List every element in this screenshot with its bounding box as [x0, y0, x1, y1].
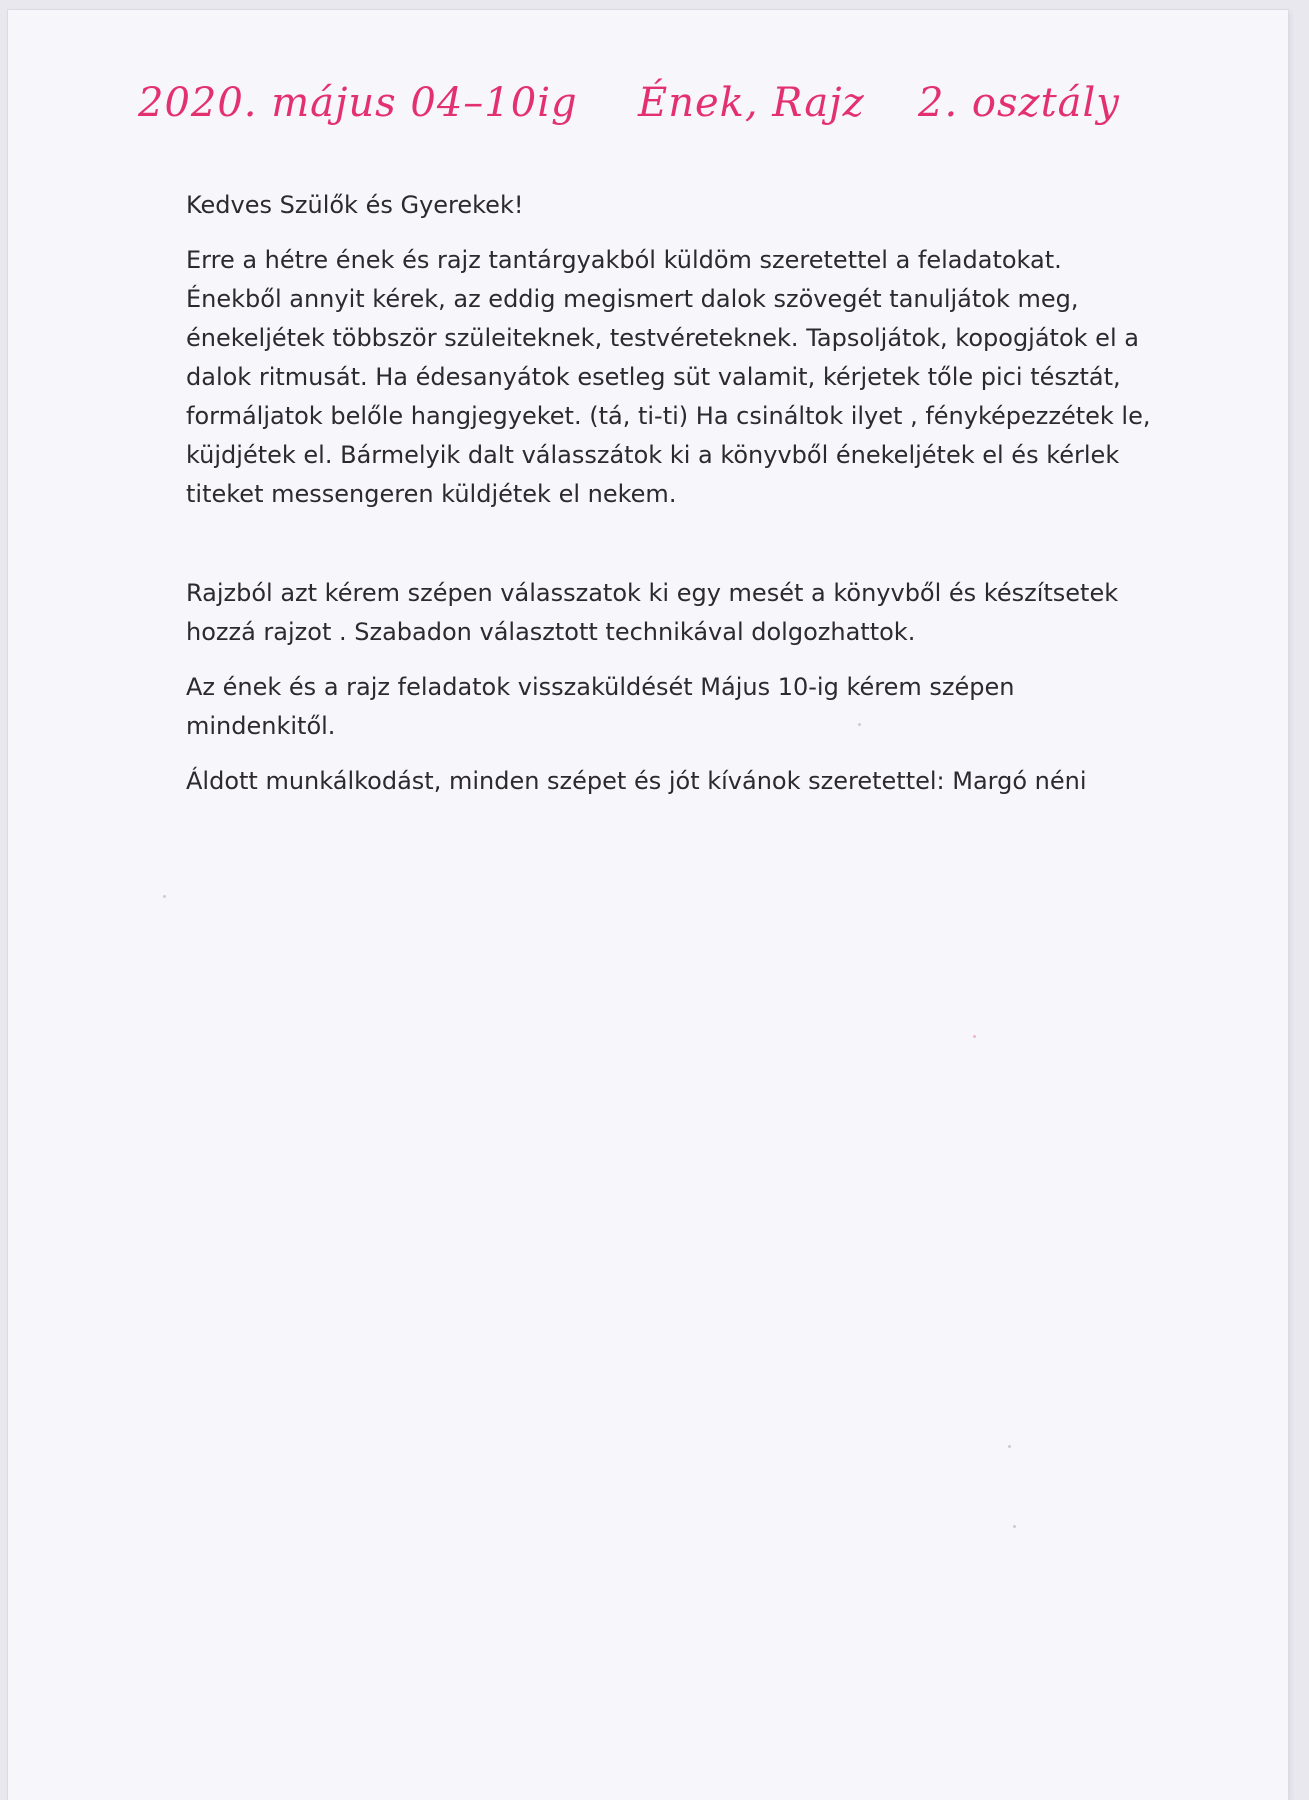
paper-speck: [973, 1035, 976, 1038]
handwritten-subject: Ének, Rajz: [638, 80, 865, 126]
paper-speck: [163, 895, 166, 898]
paper-speck: [858, 723, 861, 726]
letter-paragraph-singing: Erre a hétre ének és rajz tantárgyakból küldöm szeretettel a feladatokat. Énekből annyit kérek, az eddig megismert dalok szövegét tanuljátok meg, énekeljétek többször szüleiteknek, testvéreteknek. Tapsoljátok, kopogjátok el a dalok ritmusát. Ha édesanyátok esetleg süt valamit, kérjetek tőle pici tésztát, formáljatok belőle hangjegyeket. (tá, ti-ti) Ha csináltok ilyet , fényképezzétek le, küjdjétek el. Bármelyik dalt válasszátok ki a könyvből énekeljétek el és kérlek titeket messengeren küldjétek el nekem.: [186, 246, 1151, 508]
letter-paragraph-drawing: Rajzból azt kérem szépen válasszatok ki egy mesét a könyvből és készítsetek hozzá rajzot . Szabadon választott technikával dolgozhattok.: [186, 579, 1119, 646]
paper-speck: [1008, 1445, 1011, 1448]
handwritten-date: 2020. május 04–10ig: [138, 80, 578, 126]
letter-closing: Áldott munkálkodást, minden szépet és jót kívánok szeretettel: Margó néni: [186, 767, 1087, 795]
letter-paragraph-deadline: Az ének és a rajz feladatok visszaküldését Május 10-ig kérem szépen mindenkitől.: [186, 673, 1015, 740]
paper-sheet: [8, 10, 1288, 1800]
letter-greeting: Kedves Szülők és Gyerekek!: [186, 191, 524, 219]
letter-body: [186, 186, 1166, 817]
handwritten-header: [138, 80, 1138, 150]
handwritten-class: 2. osztály: [918, 80, 1120, 126]
paper-speck: [1013, 1525, 1016, 1528]
